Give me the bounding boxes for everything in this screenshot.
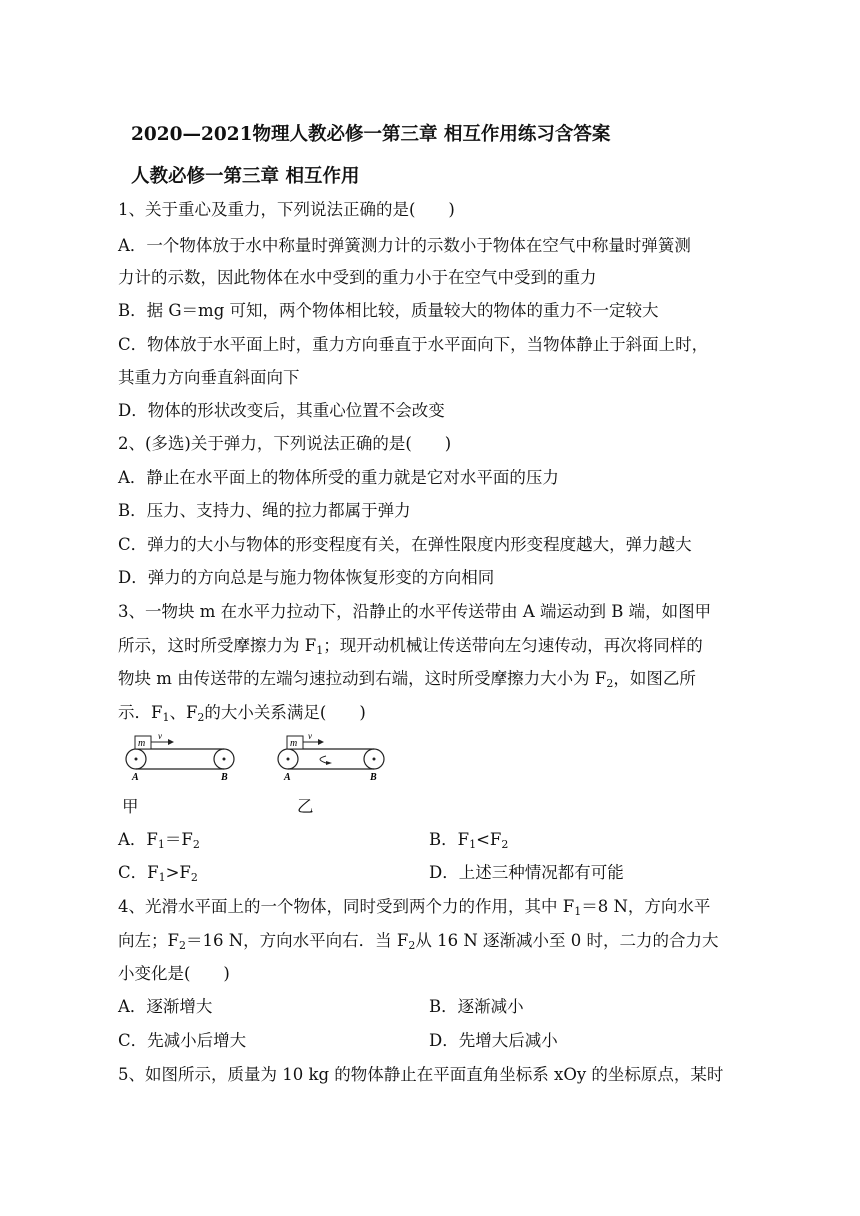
q2-option-c: C．弹力的大小与物体的形变程度有关，在弹性限度内形变程度越大，弹力越大 <box>118 535 692 554</box>
block-label: m <box>138 738 146 749</box>
q3-stem-line1: 3、一物块 m 在水平力拉动下，沿静止的水平传送带由 A 端运动到 B 端，如图甲 <box>118 602 712 621</box>
q1-option-a-cont: 力计的示数，因此物体在水中受到的重力小于在空气中受到的重力 <box>118 268 597 287</box>
q4-l2c: 从 16 N 逐渐减小至 0 时，二力的合力大 <box>415 931 719 950</box>
q3-optB-a: B．F <box>429 830 470 849</box>
q1-stem: 1、关于重心及重力，下列说法正确的是( ) <box>118 200 455 219</box>
sub-1b: 1 <box>162 711 170 724</box>
q2-option-a: A．静止在水平面上的物体所受的重力就是它对水平面的压力 <box>118 468 559 487</box>
sub-2: 2 <box>606 677 614 690</box>
q1-option-c: C．物体放于水平面上时，重力方向垂直于水平面向下，当物体静止于斜面上时， <box>118 335 709 354</box>
conveyor-figure-yi <box>270 731 396 783</box>
q3-l4b: 、F <box>169 703 198 722</box>
end-b-label: B <box>370 772 377 783</box>
q3-stem-line4 <box>118 703 366 723</box>
q4-l2b: ＝16 N，方向水平向右．当 F <box>185 931 409 950</box>
rotation-arrow <box>320 756 326 763</box>
q4-l1a: 4、光滑水平面上的一个物体，同时受到两个力的作用，其中 F <box>118 897 575 916</box>
doc-subtitle: 人教必修一第三章 相互作用 <box>131 166 360 187</box>
q3-stem-line2 <box>118 636 703 656</box>
sub: 2 <box>178 939 186 952</box>
doc-title: 2020—2021物理人教必修一第三章 相互作用练习含答案 <box>131 124 611 145</box>
sub: 2 <box>190 871 198 884</box>
q4-option-d: D．先增大后减小 <box>429 1031 558 1050</box>
end-a-label: A <box>284 772 291 783</box>
velocity-label: v <box>308 731 312 741</box>
q3-optA-a: A．F <box>118 830 158 849</box>
q3-optA-b: ＝F <box>164 830 193 849</box>
q3-l2b: ；现开动机械让传送带向左匀速传动，再次将同样的 <box>323 636 703 655</box>
q1-option-a: A．一个物体放于水中称量时弹簧测力计的示数小于物体在空气中称量时弹簧测 <box>118 236 691 255</box>
q1-option-c-cont: 其重力方向垂直斜面向下 <box>118 368 300 387</box>
q4-option-c: C．先减小后增大 <box>118 1031 247 1050</box>
q4-stem-line1 <box>118 897 710 917</box>
sub-2b: 2 <box>197 711 205 724</box>
q2-option-b: B．压力、支持力、绳的拉力都属于弹力 <box>118 501 411 520</box>
end-a-label: A <box>132 772 139 783</box>
q3-l3: 物块 m 由传送带的左端匀速拉动到右端，这时所受摩擦力大小为 F <box>118 669 607 688</box>
velocity-label: v <box>158 731 162 741</box>
q2-option-d: D．弹力的方向总是与施力物体恢复形变的方向相同 <box>118 568 495 587</box>
sub: 1 <box>158 871 166 884</box>
q3-l4c: 的大小关系满足( ) <box>204 703 366 722</box>
q3-option-d: D．上述三种情况都有可能 <box>429 863 624 882</box>
sub: 2 <box>408 939 416 952</box>
caption-yi: 乙 <box>297 797 314 816</box>
q4-l2a: 向左；F <box>118 931 179 950</box>
sub: 2 <box>501 838 509 851</box>
q1-option-d: D．物体的形状改变后，其重心位置不会改变 <box>118 401 445 420</box>
q4-option-b: B．逐渐减小 <box>429 997 524 1016</box>
q3-option-b <box>429 830 508 850</box>
caption-jia: 甲 <box>122 797 139 816</box>
q1-option-b: B．据 G＝mg 可知，两个物体相比较，质量较大的物体的重力不一定较大 <box>118 301 659 320</box>
sub: 2 <box>192 838 200 851</box>
q3-optB-b: <F <box>476 830 502 849</box>
q4-stem-line2 <box>118 931 718 951</box>
sub: 1 <box>574 905 582 918</box>
block-label: m <box>290 738 298 749</box>
q4-stem-line3: 小变化是( ) <box>118 964 230 983</box>
conveyor-figure-jia <box>118 731 244 783</box>
sub-1: 1 <box>316 644 324 657</box>
q3-option-c <box>118 863 198 883</box>
q3-option-a <box>118 830 200 850</box>
q3-l4a: 示．F <box>118 703 163 722</box>
q3-optC-a: C．F <box>118 863 159 882</box>
q3-stem-line3 <box>118 669 696 689</box>
q3-l3b: ，如图乙所 <box>613 669 696 688</box>
sub: 1 <box>469 838 477 851</box>
sub: 1 <box>157 838 165 851</box>
q2-stem: 2、(多选)关于弹力，下列说法正确的是( ) <box>118 434 452 453</box>
q3-optC-b: >F <box>165 863 191 882</box>
q4-l1b: ＝8 N，方向水平 <box>581 897 711 916</box>
q3-l2a: 所示，这时所受摩擦力为 F <box>118 636 317 655</box>
q5-stem-line1: 5、如图所示，质量为 10 kg 的物体静止在平面直角坐标系 xOy 的坐标原点，某时 <box>118 1065 724 1084</box>
q4-option-a: A．逐渐增大 <box>118 997 213 1016</box>
end-b-label: B <box>221 772 228 783</box>
